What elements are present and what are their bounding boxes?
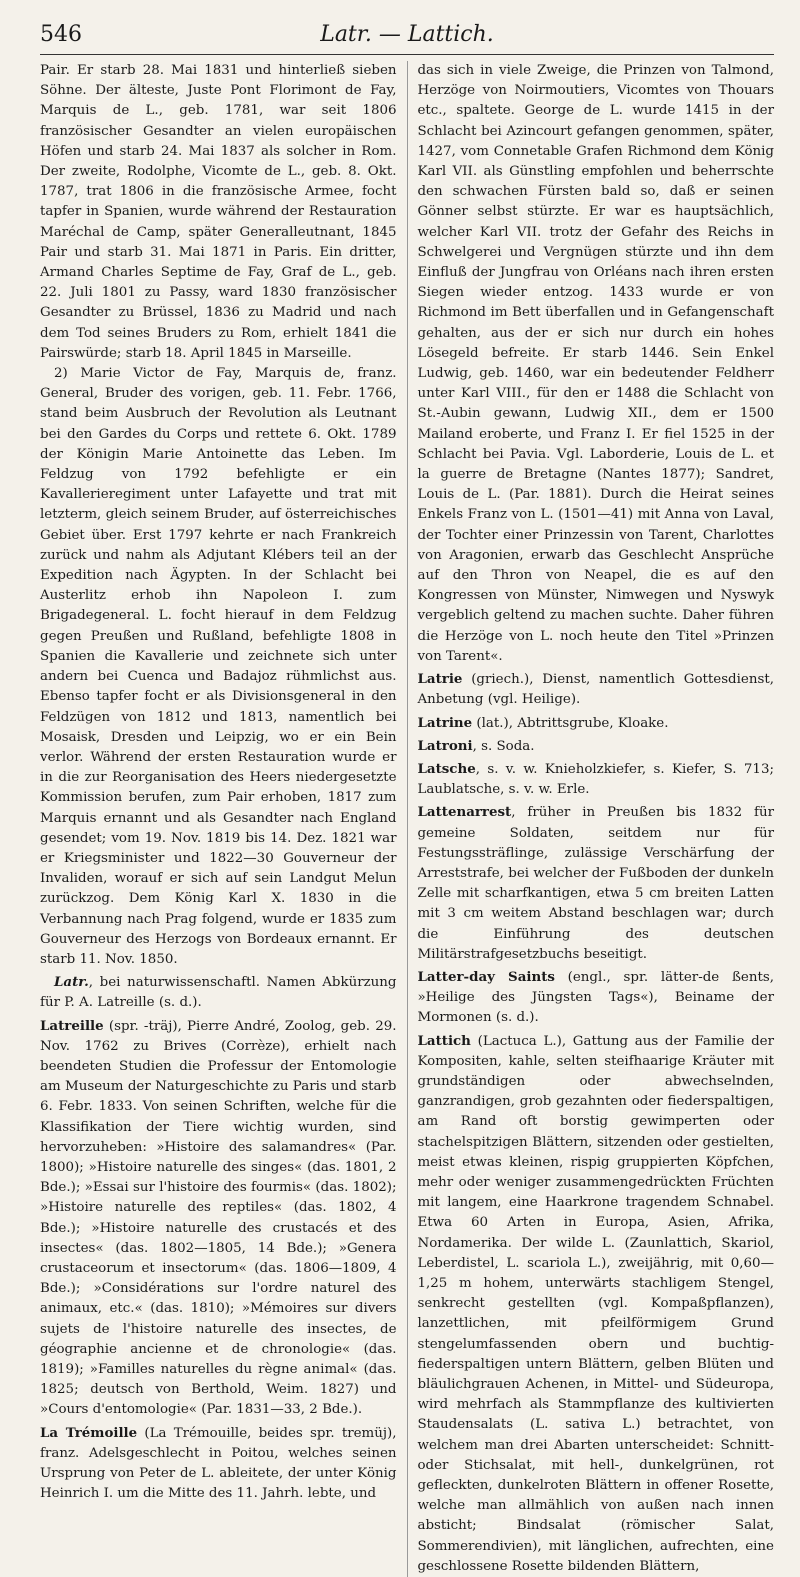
column-divider [407,61,408,1577]
entry-text: , früher in Preußen bis 1832 für gemeine Soldaten, seitdem nur für Festungssträflinge, zulässige Verschärfung der Arreststrafe, bei welcher der Fußboden der dunkeln Zelle mit scharfkantigen, etwa 5 cm breiten Latten mit 3 cm weitem Abstand beschlagen war; durch die Einführung des deutschen Militärstrafgesetzbuchs beseitigt. [417,805,774,962]
entry-latter-day-saints [417,967,774,1029]
entry-text: (engl., spr. lätter-de ßents, »Heilige des Jüngsten Tags«), Beiname der Mormonen (s. d.). [417,969,774,1026]
page-header [40,20,774,55]
text-columns [40,61,774,1577]
entry-latsche [417,759,774,800]
headword: Latsche [417,760,476,777]
paragraph: 2) Marie Victor de Fay, Marquis de, franz. General, Bruder des vorigen, geb. 11. Febr. 1766, stand beim Ausbruch der Revolution als Leutnant bei den Gardes du Corps und rettete 6. Okt. 1789 der Königin Marie Antoinette das Leben. Im Feldzug von 1792 befehligte er ein Kavallerieregiment unter Lafayette und trat mit letzterm, gleich seinem Bruder, auf österreichisches Gebiet über. Erst 1797 kehrte er nach Frankreich zurück und nahm als Adjutant Klébers teil an der Expedition nach Ägypten. In der Schlacht bei Austerlitz erhob ihn Napoleon I. zum Brigadegeneral. L. focht hierauf in dem Feldzug gegen Preußen und Rußland, befehligte 1808 in Spanien die Kavallerie und zeichnete sich unter andern bei Cuenca und Badajoz rühmlichst aus. Ebenso tapfer focht er als Divisionsgeneral in den Feldzügen von 1812 und 1813, namentlich bei Mosaisk, Dresden und Leipzig, wo er ein Bein verlor. Während der ersten Restauration wurde er in die zur Reorganisation des Heers niedergesetzte Kommission berufen, zum Pair erhoben, 1817 zum Marquis ernannt und als Gesandter nach England gesendet; vom 19. Nov. 1819 bis 14. Dez. 1821 war er Kriegsminister und 1822—30 Gouverneur der Invaliden, worauf er sich auf sein Landgut Melun zurückzog. Dem König Karl X. 1830 in die Verbannung nach Prag folgend, wurde er 1835 zum Gouverneur des Herzogs von Bordeaux ernannt. Er starb 11. Nov. 1850. [40,366,397,967]
paragraph: Pair. Er starb 28. Mai 1831 und hinterließ sieben Söhne. Der älteste, Juste Pont Florimont de Fay, Marquis de L., geb. 1781, war seit 1806 französischer Gesandter an vielen europäischen Höfen und starb 24. Mai 1837 als solcher in Rom. Der zweite, Rodolphe, Vicomte de L., geb. 8. Okt. 1787, trat 1806 in die französische Armee, focht tapfer in Spanien, wurde während der Restauration Maréchal de Camp, später Generalleutnant, 1845 Pair und starb 31. Mai 1871 in Paris. Ein dritter, Armand Charles Septime de Fay, Graf de L., geb. 22. Juli 1801 zu Passy, ward 1830 französischer Gesandter zu Brüssel, 1836 zu Madrid und nach dem Tod seines Bruders zu Rom, erhielt 1841 die Pairswürde; starb 18. April 1845 in Marseille. [40,63,397,361]
headword: Lattenarrest [417,804,512,821]
entry-latreille [40,1016,397,1421]
entry-la-tremoille [40,1423,397,1505]
headword: Latroni [417,737,473,754]
headword: Latrine [417,714,473,731]
entry-text: , s. v. w. Knieholzkiefer, s. Kiefer, S. 713; Laublatsche, s. v. w. Erle. [417,761,774,798]
entry-text: (La Trémouille, beides spr. tremüj), franz. Adelsgeschlecht in Poitou, welches seinen Ursprung von Peter de L. ableitete, der unter König Heinrich I. um die Mitte des 11. Jahrh. lebte, und [40,1425,397,1502]
page-number: 546 [40,22,82,47]
entry-latrie [417,669,774,710]
left-column [40,61,397,1577]
entry-text: (griech.), Dienst, namentlich Gottesdienst, Anbetung (vgl. Heilige). [417,672,774,708]
entry-text: (Lactuca L.), Gattung aus der Familie der Kompositen, kahle, selten steifhaarige Kräuter mit grundständigen oder abwechselnden, ganzrandigen, grob gezahnten oder fiederspaltigen, am Rand oft borstig gewimperten oder stachelspitzigen Blättern, sitzenden oder gestielten, meist etwas kleinen, rispig gruppierten Köpfchen, mehr oder weniger zusammengedrückten Früchten mit langem, eine Haarkrone tragendem Schnabel. Etwa 60 Arten in Europa, Asien, Afrika, Nordamerika. Der wilde L. (Zaunlattich, Skariol, Leberdistel, L. scariola L.), zweijährig, mit 0,60—1,25 m hohem, unterwärts stachligem Stengel, senkrecht gestellten (vgl. Kompaßpflanzen), lanzettlichen, mit pfeilförmigem Grund stengelumfassenden obern und buchtig-fiederspaltigen untern Blättern, gelben Blüten und bläulichgrauen Achenen, in Mittel- und Südeuropa, wird mehrfach als Stammpflanze des kultivierten Staudensalats (L. sativa L.) betrachtet, von welchem man drei Abarten unterscheidet: Schnitt- oder Stichsalat, mit hell-, dunkelgrünen, rot gefleckten, dunkelroten Blättern in offener Rosette, welche man allmählich von außen nach innen absticht; Bindsalat (römischer Salat, Sommerendivien), mit länglichen, aufrechten, eine geschlossene Rosette bildenden Blättern, [417,1033,774,1574]
right-column [417,61,774,1577]
entry-latroni [417,736,774,757]
headword: Latr. [54,974,89,991]
entry-latr [40,972,397,1013]
headword: La Trémoille [40,1424,138,1441]
entry-text: (lat.), Abtrittsgrube, Kloake. [472,715,669,731]
entry-lattenarrest [417,802,774,965]
running-head: Latr. — Lattich. [320,22,494,47]
entry-text: , bei naturwissenschaftl. Namen Abkürzung für P. A. Latreille (s. d.). [40,975,397,1011]
headword: Latrie [417,671,463,688]
entry-text: (spr. -träj), Pierre André, Zoolog, geb. 29. Nov. 1762 zu Brives (Corrèze), erhielt nach beendeten Studien die Professur der Entomologie am Museum der Naturgeschichte zu Paris und starb 6. Febr. 1833. Von seinen Schriften, welche für die Klassifikation der Tiere wichtig wurden, sind hervorzuheben: »Histoire des salamandres« (Par. 1800); »Histoire naturelle des singes« (das. 1801, 2 Bde.); »Essai sur l'histoire des fourmis« (das. 1802); »Histoire naturelle des reptiles« (das. 1802, 4 Bde.); »Histoire naturelle des crustacés et des insectes« (das. 1802—1805, 14 Bde.); »Genera crustaceorum et insectorum« (das. 1806—1809, 4 Bde.); »Considérations sur l'ordre naturel des animaux, etc.« (das. 1810); »Mémoires sur divers sujets de l'histoire naturelle des insectes, de géographie ancienne et de chronologie« (das. 1819); »Familles naturelles du règne animal« (das. 1825; deutsch von Berthold, Weim. 1827) und »Cours d'entomologie« (Par. 1831—33, 2 Bde.). [40,1018,397,1418]
entry-lattich [417,1031,774,1577]
entry-text: , s. Soda. [472,738,535,754]
headword: Latreille [40,1017,104,1034]
headword: Latter-day Saints [417,968,555,985]
headword: Lattich [417,1032,471,1049]
paragraph: das sich in viele Zweige, die Prinzen von Talmond, Herzöge von Noirmoutiers, Vicomtes von Thouars etc., spaltete. George de L. wurde 1415 in der Schlacht bei Azincourt gefangen genommen, später, 1427, vom Connetable Grafen Richmond dem König Karl VII. als Günstling empfohlen und beherrschte den schwachen Fürsten bald so, daß er seinen Gönner selbst stürzte. Er war es hauptsächlich, welcher Karl VII. trotz der Gefahr des Reichs in Schwelgerei und Vergnügen stürzte und ihn dem Einfluß der Jungfrau von Orléans nach ihren ersten Siegen wieder entzog. 1433 wurde er von Richmond im Bett überfallen und in Gefangenschaft gehalten, aus der er sich nur durch ein hohes Lösegeld befreite. Er starb 1446. Sein Enkel Ludwig, geb. 1460, war ein bedeutender Feldherr unter Karl VIII., für den er 1488 die Schlacht von St.-Aubin gewann, Ludwig XII., dem er 1500 Mailand eroberte, und Franz I. Er fiel 1525 in der Schlacht bei Pavia. Vgl. Laborderie, Louis de L. et la guerre de Bretagne (Nantes 1877); Sandret, Louis de L. (Par. 1881). Durch die Heirat seines Enkels Franz von L. (1501—41) mit Anna von Laval, der Tochter einer Prinzessin von Tarent, Charlottes von Aragonien, erwarb das Geschlecht Ansprüche auf den Thron von Neapel, die es auf den Kongressen von Münster, Nimwegen und Nyswyk vergeblich geltend zu machen suchte. Daher führen die Herzöge von L. noch heute den Titel »Prinzen von Tarent«. [417,63,774,664]
entry-latrine [417,713,774,734]
